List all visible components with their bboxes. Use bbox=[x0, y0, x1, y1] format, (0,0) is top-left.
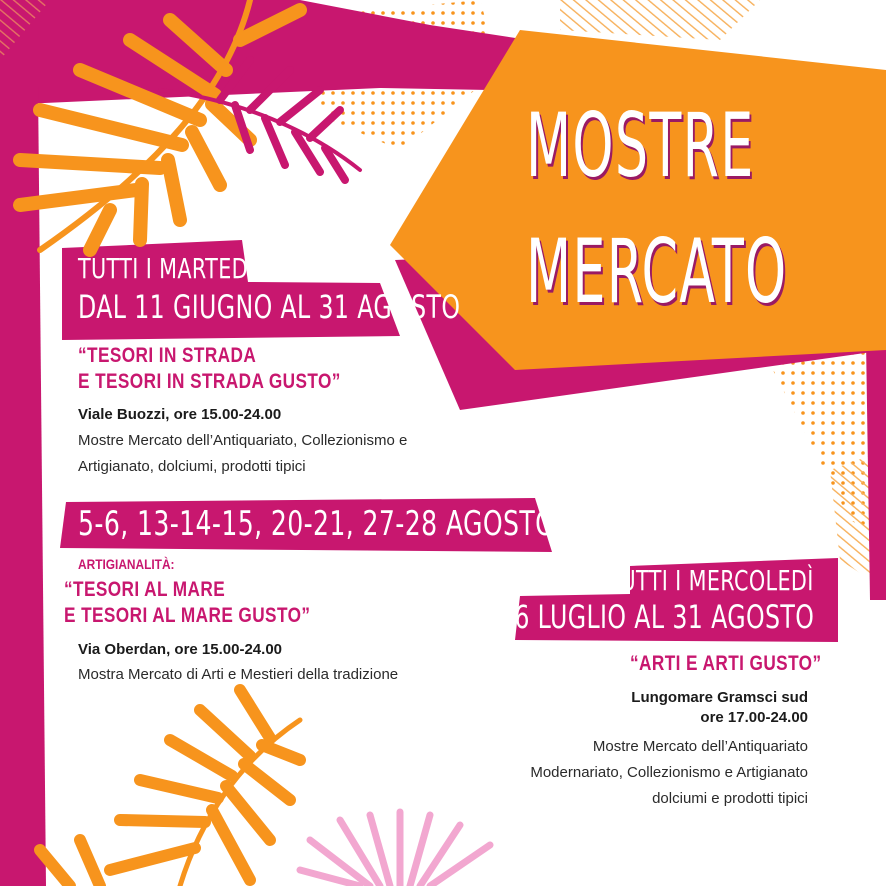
event1-banner-dates: DAL 11 GIUGNO AL 31 AGOSTO bbox=[78, 288, 461, 326]
event2-category: ARTIGIANALITÀ: bbox=[78, 556, 175, 572]
palm-leaf-orange-bottom bbox=[40, 690, 300, 886]
event3-place: Lungomare Gramsci sud bbox=[631, 689, 808, 706]
stripe-pattern-top-right bbox=[560, 0, 760, 40]
event3-time: ore 17.00-24.00 bbox=[700, 709, 808, 726]
event3-description-line-3: dolciumi e prodotti tipici bbox=[652, 790, 808, 807]
event1-description-line-2: Artigianato, dolciumi, prodotti tipici bbox=[78, 458, 306, 475]
event1-name-line-2: E TESORI IN STRADA GUSTO” bbox=[78, 370, 341, 393]
event2-name-line-2: E TESORI AL MARE GUSTO” bbox=[64, 604, 311, 627]
event3-banner-day: TUTTI I MERCOLEDÌ bbox=[607, 564, 814, 597]
event3-name: “ARTI E ARTI GUSTO” bbox=[630, 652, 822, 675]
title-line-1: MOSTRE bbox=[526, 94, 755, 197]
event2-name-line-1: “TESORI AL MARE bbox=[64, 578, 226, 601]
event1-banner-day: TUTTI I MARTEDÌ bbox=[78, 252, 255, 285]
event2-banner-dates: 5-6, 13-14-15, 20-21, 27-28 AGOSTO 2022 bbox=[78, 504, 630, 544]
event3-banner-dates: DAL 6 LUGLIO AL 31 AGOSTO bbox=[457, 598, 814, 636]
title-line-2: MERCATO bbox=[526, 220, 788, 323]
event1-name-line-1: “TESORI IN STRADA bbox=[78, 344, 257, 367]
event3-description-line-2: Modernariato, Collezionismo e Artigianato bbox=[530, 764, 808, 781]
event1-place-time: Viale Buozzi, ore 15.00-24.00 bbox=[78, 406, 282, 423]
palm-leaf-pink-bottom bbox=[300, 812, 490, 886]
event2-description: Mostra Mercato di Arti e Mestieri della tradizione bbox=[78, 666, 399, 683]
event1-description-line-1: Mostre Mercato dell’Antiquariato, Collezionismo e bbox=[78, 432, 408, 449]
event2-place-time: Via Oberdan, ore 15.00-24.00 bbox=[78, 641, 283, 658]
event3-description-line-1: Mostre Mercato dell’Antiquariato bbox=[592, 738, 808, 755]
